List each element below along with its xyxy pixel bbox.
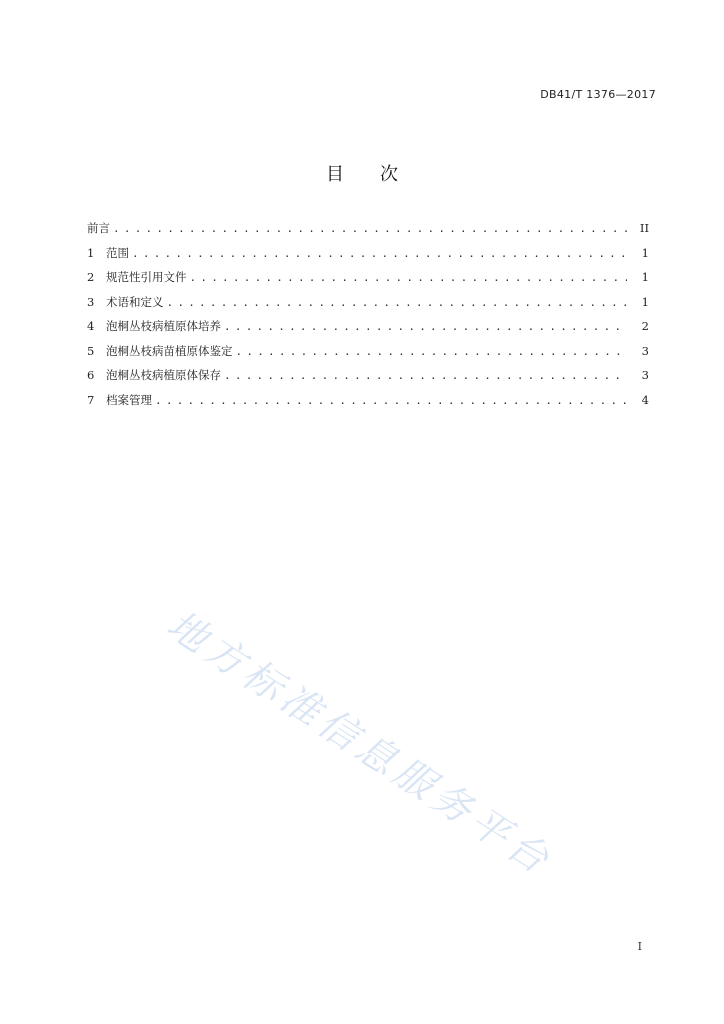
toc-entry-label: 泡桐丛枝病苗植原体鉴定 (106, 343, 233, 358)
toc-leader-dots (224, 320, 627, 334)
toc-entry-5[interactable] (87, 343, 649, 368)
toc-entry-2[interactable] (87, 269, 649, 294)
page-number: I (637, 940, 642, 953)
toc-leader-dots (236, 345, 628, 359)
toc-leader-dots (190, 271, 628, 285)
toc-entry-7[interactable] (87, 392, 649, 417)
toc-entry-page: 1 (641, 245, 649, 260)
toc-leader-dots (167, 296, 628, 310)
toc-entry-number: 6 (87, 368, 95, 382)
toc-entry-page: 3 (641, 343, 649, 358)
toc-entry-number: 7 (87, 392, 95, 407)
toc-entry-number: 1 (87, 245, 95, 260)
toc-entry-page: 1 (641, 294, 649, 309)
toc-leader-dots (113, 222, 627, 236)
toc-leader-dots (224, 369, 627, 383)
toc-entry-label: 档案管理 (106, 392, 152, 407)
toc-entry-page: 4 (641, 392, 649, 407)
toc-entry-page: II (639, 221, 649, 235)
toc-title (0, 160, 724, 186)
toc-entry-6[interactable] (87, 367, 649, 392)
toc-entry-number: 4 (87, 319, 95, 333)
toc-entry-number: 3 (87, 294, 95, 309)
standard-code: DB41/T 1376—2017 (540, 88, 656, 101)
toc-entry-3[interactable] (87, 294, 649, 319)
toc-title-part1: 目 (326, 164, 344, 185)
toc-entry-label: 范围 (106, 245, 129, 260)
toc-leader-dots (132, 247, 627, 261)
toc-entry-page: 2 (641, 319, 649, 333)
toc-entry-label: 规范性引用文件 (106, 270, 187, 284)
toc-entry-page: 1 (641, 270, 649, 284)
toc-entry-foreword[interactable] (87, 220, 649, 245)
toc-leader-dots (155, 394, 627, 408)
toc-entry-number: 5 (87, 343, 95, 358)
toc-entry-4[interactable] (87, 318, 649, 343)
toc-entry-label: 术语和定义 (106, 294, 164, 309)
toc-title-part2: 次 (380, 164, 398, 185)
toc-entry-number: 2 (87, 270, 95, 284)
watermark: 地方标准信息服务平台 (158, 602, 561, 886)
toc-entry-1[interactable] (87, 245, 649, 270)
table-of-contents (87, 220, 649, 416)
toc-entry-label: 前言 (87, 221, 110, 235)
toc-entry-label: 泡桐丛枝病植原体培养 (106, 319, 221, 333)
toc-entry-page: 3 (641, 368, 649, 382)
toc-entry-label: 泡桐丛枝病植原体保存 (106, 368, 221, 382)
